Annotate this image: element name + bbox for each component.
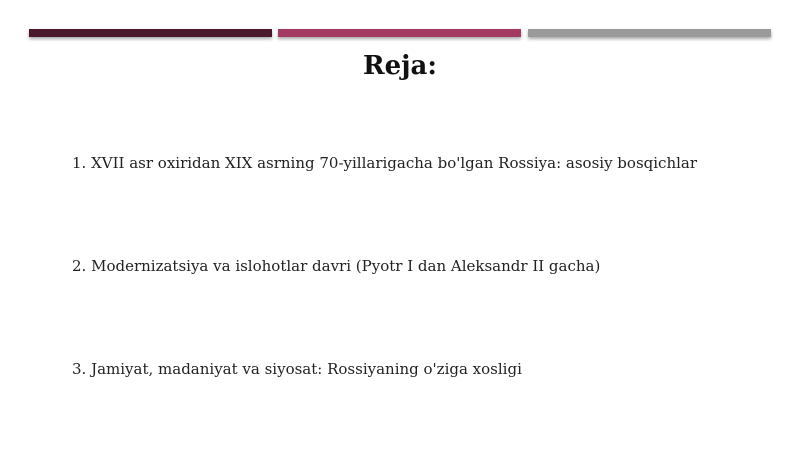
accent-bar-dark — [29, 29, 272, 37]
agenda-item-3: 3. Jamiyat, madaniyat va siyosat: Rossiyaning o'ziga xosligi — [72, 360, 522, 378]
agenda-item-2: 2. Modernizatsiya va islohotlar davri (Pyotr I dan Aleksandr II gacha) — [72, 257, 601, 275]
accent-bar-gray — [528, 29, 771, 37]
agenda-item-1: 1. XVII asr oxiridan XIX asrning 70-yillarigacha bo'lgan Rossiya: asosiy bosqichlar — [72, 154, 698, 172]
accent-bar-magenta — [278, 29, 521, 37]
slide-title: Reja: — [362, 51, 437, 81]
